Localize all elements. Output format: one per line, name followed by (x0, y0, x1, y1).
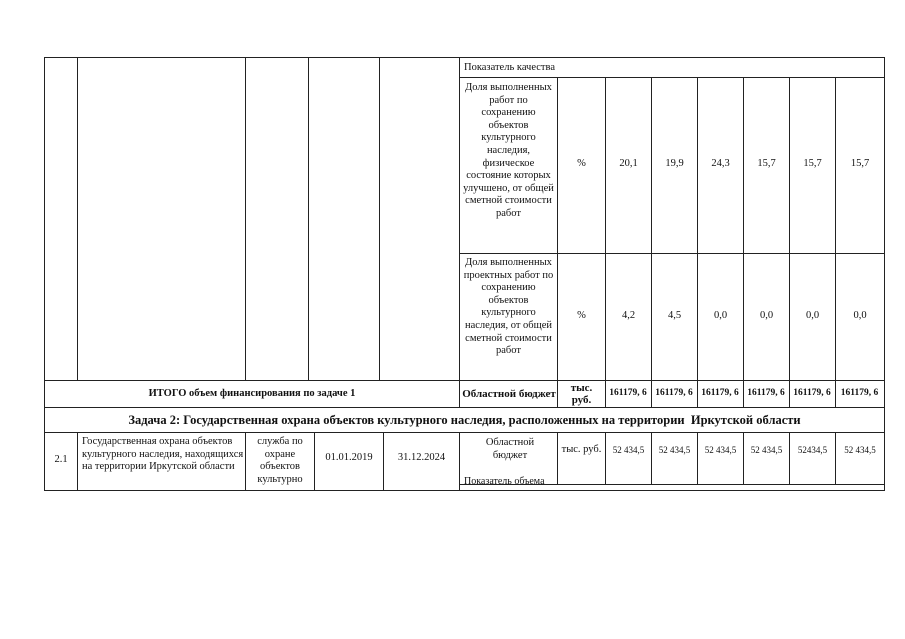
grid-line (308, 57, 309, 380)
total-value: 161179, 6 (701, 387, 739, 398)
row-2-1-unit: тыс. руб. (561, 443, 602, 455)
grid-line (651, 432, 652, 484)
grid-line (77, 57, 78, 380)
grid-line (743, 432, 744, 484)
indicator-1-value: 20,1 (619, 157, 638, 169)
grid-line (835, 432, 836, 484)
row-2-1-source: Областной бюджет (485, 437, 535, 461)
grid-line (697, 77, 698, 407)
indicator-1-value: 15,7 (803, 157, 822, 169)
row-2-1-value: 52 434,5 (750, 444, 783, 455)
grid-line (459, 432, 460, 490)
grid-line (459, 57, 460, 407)
row-2-1-value: 52 434,5 (844, 444, 876, 455)
task-2-header: Задача 2: Государственная охрана объектов культурного наследия, расположенных на территории Иркутской области (128, 412, 801, 427)
grid-line (557, 77, 558, 407)
grid-line (557, 432, 558, 484)
grid-line (605, 432, 606, 484)
row-2-1-value: 52 434,5 (612, 444, 645, 455)
indicator-1-value: 15,7 (850, 157, 870, 169)
total-source: Областной бюджет (462, 388, 556, 400)
total-financing-label: ИТОГО объем финансирования по задаче 1 (148, 387, 356, 399)
indicator-1-value: 24,3 (711, 157, 730, 169)
total-value: 161179, 6 (793, 387, 831, 398)
indicator-1-text: Доля выполненных работ по сохранению объектов культурного наследия, физическое состояние которых улучшено, от общей сметной стоимости работ (463, 82, 554, 219)
row-2-1-end-date: 31.12.2024 (397, 451, 446, 463)
grid-line (605, 77, 606, 407)
total-value: 161179, 6 (609, 387, 647, 398)
grid-line (459, 253, 885, 254)
indicator-2-value: 4,2 (621, 309, 636, 321)
grid-line (77, 432, 78, 490)
indicator-2-text: Доля выполненных проектных работ по сохранению объектов культурного наследия, от общей сметной стоимости работ (463, 257, 554, 357)
grid-line (44, 57, 885, 58)
grid-line (44, 490, 885, 491)
row-2-1-start-date: 01.01.2019 (325, 451, 373, 463)
grid-line (697, 432, 698, 484)
row-2-1-value: 52 434,5 (658, 444, 691, 455)
grid-line (379, 57, 380, 380)
grid-line (789, 432, 790, 484)
total-value: 161179, 6 (747, 387, 785, 398)
grid-line (651, 77, 652, 407)
row-2-1-number: 2.1 (54, 453, 68, 465)
indicator-2-value: 0,0 (759, 309, 774, 321)
row-2-1-value: 52 434,5 (704, 444, 737, 455)
total-value: 161179, 6 (840, 387, 879, 398)
indicator-2-value: 0,0 (853, 309, 867, 321)
grid-line (743, 77, 744, 407)
volume-indicator-header: Показатель объема (464, 476, 545, 487)
indicator-2-unit: % (577, 309, 586, 321)
grid-line (245, 57, 246, 380)
grid-line (44, 432, 885, 433)
grid-line (884, 57, 885, 491)
indicator-1-value: 15,7 (757, 157, 776, 169)
indicator-2-value: 0,0 (805, 309, 820, 321)
grid-line (789, 77, 790, 407)
row-2-1-executor: служба по охране объектов культурно (257, 436, 303, 485)
indicator-2-value: 0,0 (713, 309, 728, 321)
indicator-1-unit: % (577, 157, 586, 169)
indicator-1-value: 19,9 (665, 157, 684, 169)
grid-line (835, 77, 836, 407)
total-value: 161179, 6 (655, 387, 693, 398)
quality-indicator-header: Показатель качества (464, 62, 555, 73)
row-2-1-name: Государственная охрана объектов культурного наследия, находящихся на территории Иркутской области (82, 436, 244, 473)
indicator-2-value: 4,5 (667, 309, 682, 321)
grid-line (459, 77, 885, 78)
row-2-1-value: 52434,5 (797, 444, 828, 455)
total-unit: тыс. руб. (570, 382, 593, 406)
